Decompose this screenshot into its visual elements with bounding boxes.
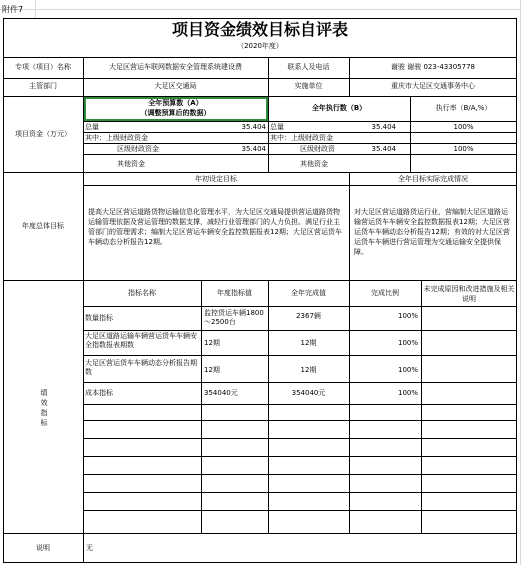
dept-value: 大足区交通局 (154, 82, 197, 90)
notes-value: 无 (86, 544, 93, 552)
district-budget: 35.404 (241, 145, 266, 153)
total-budget: 35.404 (241, 123, 266, 131)
budget-header-sub: （调整预算后的数据） (140, 109, 211, 117)
initial-goal-text: 提高大足区营运道路货物运输信息化管理水平，为大足区交通局提供营运道路货物运输管理依据及营运管理的数据支撑，减轻行业管理部门的人力负担。满足行业主管部门的管理需求；编制大足区营运车辆安全监控数据报表12期；大足区营运货车车辆动态分析报告12期。 (88, 208, 342, 246)
other-label: 其他资金 (117, 160, 145, 168)
col-target: 年度指标值 (217, 289, 252, 297)
total-label: 总量 (85, 123, 99, 131)
indicator-name: 成本指标 (85, 389, 113, 397)
indicator-target: 12期 (204, 366, 220, 374)
unit-value: 重庆市大足区交通事务中心 (391, 82, 475, 90)
actual-goal-header: 全年目标实际完成情况 (398, 175, 468, 183)
indicator-name: 大足区营运货车车辆动态分析报告期数 (85, 359, 197, 376)
attachment-label: 附件7 (2, 5, 24, 14)
indicator-ratio: 100% (397, 312, 418, 320)
funds-section-label: 项目资金（万元） (15, 130, 71, 138)
indicator-name: 大足区道路运输车辆营运货车车辆安全指数报表期数 (85, 332, 197, 349)
indicator-name: 数量指标 (85, 314, 113, 322)
district-label: 区级财政资金 (117, 145, 159, 153)
indicator-ratio: 100% (397, 389, 418, 397)
dept-label: 主管部门 (29, 82, 57, 90)
notes-label: 说明 (36, 544, 50, 552)
rate-header: 执行率（B/A,%） (435, 104, 492, 112)
unit-label: 实施单位 (294, 82, 323, 90)
initial-goal-header: 年初设定目标 (195, 175, 237, 183)
form-title: 项目资金绩效目标自评表 (171, 20, 348, 39)
district-rate: 100% (453, 145, 474, 153)
contact-label: 联系人及电话 (287, 63, 330, 71)
indicator-done: 2367辆 (296, 312, 321, 320)
indicator-done: 12期 (300, 339, 317, 347)
col-reason: 未完成原因和改进措施及相关说明 (423, 285, 515, 303)
col-done: 全年完成值 (291, 289, 326, 297)
goals-section-label: 年度总体目标 (22, 222, 64, 230)
exec-header: 全年执行数（B） (311, 104, 367, 112)
upper-label: 其中：上级财政资金 (85, 134, 148, 142)
col-indicator-name: 指标名称 (128, 289, 156, 297)
year-label: （2020年度） (237, 42, 283, 50)
total-label-b: 总量 (270, 123, 284, 131)
indicator-ratio: 100% (397, 339, 418, 347)
upper-label-b: 其中：上级财政资金 (270, 134, 333, 142)
performance-section-label: 绩效指标 (40, 389, 48, 427)
indicator-done: 12期 (300, 366, 317, 374)
indicator-target: 354040元 (204, 389, 238, 397)
indicator-done: 354040元 (291, 389, 326, 397)
total-rate: 100% (453, 123, 474, 131)
budget-header: 全年预算数（A） (148, 99, 203, 107)
indicator-ratio: 100% (397, 366, 418, 374)
district-label-b: 区级财政资 (300, 145, 335, 153)
contact-value: 谢骏 谢骏 023-43305778 (391, 63, 475, 71)
project-name-value: 大足区营运车联网数据安全管理系统建设费 (109, 63, 242, 71)
indicator-target: 监控货运车辆1800～2500台 (204, 309, 264, 326)
other-label-b: 其他资金 (300, 160, 328, 168)
total-exec: 35.404 (371, 123, 396, 131)
indicator-target: 12期 (204, 339, 220, 347)
actual-goal-text: 对大足区营运道路货运行业，营编制大足区道路运输营运货车车辆安全监控数据报表12期；大足区营运货车车辆动态分析报告12期；有效的对大足区营运货车车辆进行营运管理为交通运输安全提供保障。 (354, 208, 510, 256)
district-exec: 35.404 (371, 145, 396, 153)
col-ratio: 完成比例 (371, 289, 399, 297)
project-name-label: 专项（项目）名称 (15, 63, 71, 71)
